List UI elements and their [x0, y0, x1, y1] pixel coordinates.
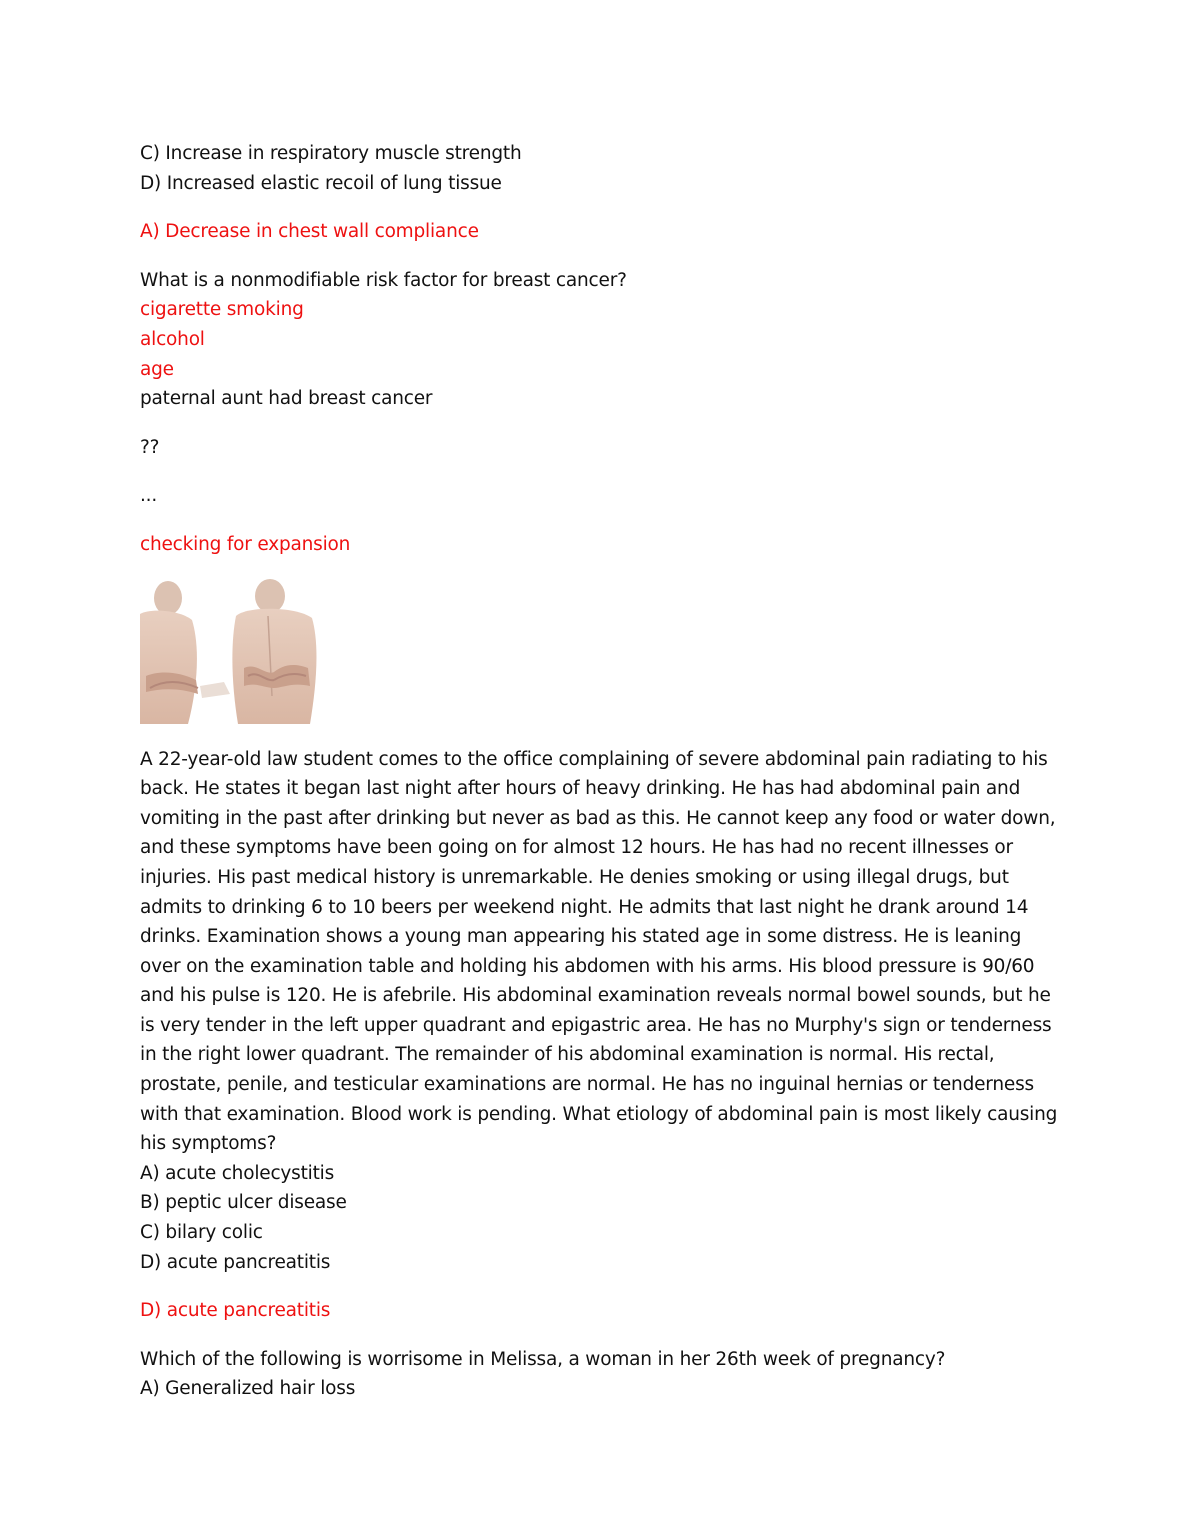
question-line: Which of the following is worrisome in Melissa, a woman in her 26th week of pregnancy?	[140, 1348, 946, 1370]
option-line: age	[140, 358, 174, 380]
question-line: What is a nonmodifiable risk factor for breast cancer?	[140, 269, 627, 291]
option-line: C) Increase in respiratory muscle strength	[140, 143, 522, 164]
placeholder-line: ...	[140, 485, 158, 507]
chest-expansion-illustration	[140, 576, 320, 726]
option-line: B) peptic ulcer disease	[140, 1192, 347, 1214]
question-line: ??	[140, 436, 160, 458]
answer-line: A) Decrease in chest wall compliance	[140, 221, 479, 243]
option-line: D) acute pancreatitis	[140, 1251, 331, 1273]
question-paragraph: A 22-year-old law student comes to the office complaining of severe abdominal pain radiating to his back. He states it began last night after hours of heavy drinking. He has had abdominal pain and vomiting in the past after drinking but never as bad as this. He cannot keep any food or water down, and these symptoms have been going on for almost 12 hours. He has had no recent illnesses or injuries. His past medical history is unremarkable. He denies smoking or using illegal drugs, but admits to drinking 6 to 10 beers per weekend night. He admits that last night he drank around 14 drinks. Examination shows a young man appearing his stated age in some distress. He is leaning over on the examination table and holding his abdomen with his arms. His blood pressure is 90/60 and his pulse is 120. He is afebrile. His abdominal examination reveals normal bowel sounds, but he is very tender in the left upper quadrant and epigastric area. He has no Murphy's sign or tenderness in the right lower quadrant. The remainder of his abdominal examination is normal. His rectal, prostate, penile, and testicular examinations are normal. He has no inguinal hernias or tenderness with that examination. Blood work is pending. What etiology of abdominal pain is most likely causing his symptoms?	[140, 748, 1058, 1155]
option-line: alcohol	[140, 328, 205, 350]
option-line: paternal aunt had breast cancer	[140, 388, 433, 410]
answer-line: D) acute pancreatitis	[140, 1300, 331, 1322]
document-page	[140, 139, 1060, 1404]
option-line: cigarette smoking	[140, 299, 304, 321]
option-line: D) Increased elastic recoil of lung tissue	[140, 172, 502, 194]
option-line: A) acute cholecystitis	[140, 1162, 335, 1184]
option-line: C) bilary colic	[140, 1222, 263, 1244]
option-line: A) Generalized hair loss	[140, 1378, 356, 1400]
answer-line: checking for expansion	[140, 533, 351, 555]
